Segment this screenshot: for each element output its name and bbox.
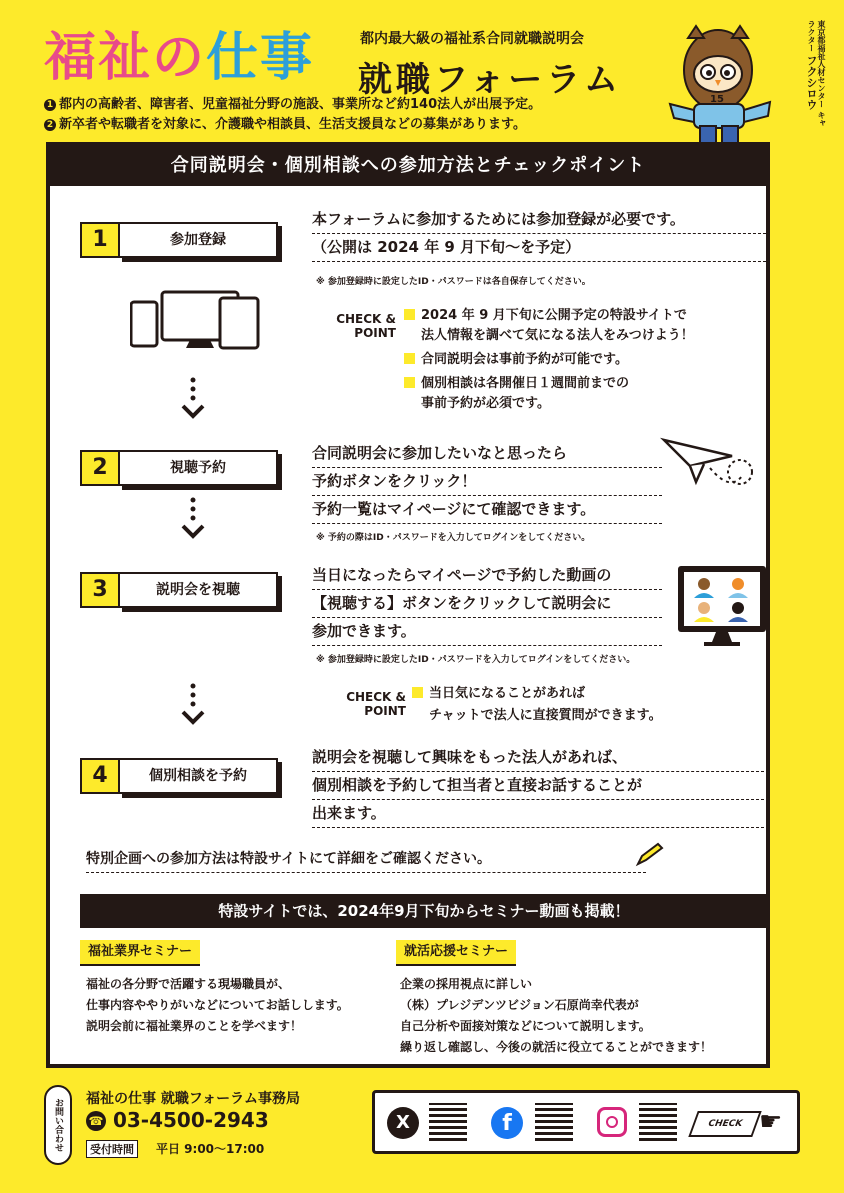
text-line: 参加できます。	[312, 618, 662, 646]
step-number: 2	[80, 450, 120, 486]
step-3-points	[412, 684, 662, 726]
instagram-icon[interactable]	[597, 1107, 627, 1137]
text-line: 当日になったらマイページで予約した動画の	[312, 562, 662, 590]
contact-tag: お問い合わせ	[44, 1085, 72, 1165]
text-line: 出来ます。	[312, 800, 764, 828]
mascot-caption	[786, 20, 826, 130]
text-line: 合同説明会に参加したいなと思ったら	[312, 440, 662, 468]
special-note	[86, 848, 646, 873]
step-2-text	[312, 440, 662, 524]
phone-number[interactable]: 03-4500-2943	[112, 1108, 269, 1132]
step-4-tab	[80, 758, 280, 794]
seminar-job-hunting	[396, 940, 766, 1058]
lead-num: 2	[44, 119, 56, 131]
subtitle-forum: 就職フォーラム	[358, 60, 622, 100]
subtitle-top: 都内最大級の福祉系合同就職説明会	[360, 31, 584, 47]
text-line: 予約ボタンをクリック！	[312, 468, 662, 496]
qr-code-instagram[interactable]	[639, 1103, 677, 1141]
step-4-text	[312, 744, 764, 828]
devices-icon	[130, 290, 262, 350]
point-item: 当日気になることがあれば	[412, 684, 662, 704]
text-line: （公開は 2024 年 9 月下旬〜を予定）	[312, 234, 766, 262]
seminar-body: 企業の採用視点に詳しい （株）プレジデンツビジョン石原尚幸代表が 自己分析や面接対策などについて説明します。 繰り返し確認し、今後の就活に役立てることができます！	[400, 977, 713, 1054]
step-number: 4	[80, 758, 120, 794]
step-2-note: ※ 予約の際はID・パスワードを入力してログインをしてください。	[316, 533, 591, 543]
down-arrow-icon	[178, 496, 208, 544]
text-line: 個別相談を予約して担当者と直接お話することが	[312, 772, 764, 800]
point-item: 事前予約が必須です。	[421, 396, 550, 411]
step-1-tab	[80, 222, 280, 258]
check-point-label-1	[330, 312, 396, 340]
point-item: 2024 年 9 月下旬に公開予定の特設サイトで	[404, 306, 694, 326]
text-line: 予約一覧はマイページにて確認できます。	[312, 496, 662, 524]
step-label: 参加登録	[118, 222, 278, 258]
special-note-text: 特別企画への参加方法は特設サイトにて詳細をご確認ください。	[86, 851, 492, 867]
lead-text: 新卒者や転職者を対象に、介護職や相談員、生活支援員などの募集があります。	[59, 117, 526, 132]
check-text: CHECK	[706, 1119, 744, 1129]
point-label: POINT	[354, 326, 396, 340]
panel-heading: 合同説明会・個別相談への参加方法とチェックポイント	[50, 146, 766, 186]
office-name: 福祉の仕事 就職フォーラム事務局	[86, 1091, 301, 1107]
mascot-name: フクシロウ	[805, 54, 818, 110]
title-part2: 仕事	[206, 28, 315, 88]
video-banner: 特設サイトでは、2024年9月下旬からセミナー動画も掲載！	[80, 894, 768, 928]
step-number: 1	[80, 222, 120, 258]
seminar-welfare	[80, 940, 400, 1037]
check-label: CHECK &	[346, 690, 406, 704]
text-line: 【視聴する】ボタンをクリックして説明会に	[312, 590, 662, 618]
mascot-org: 東京都福祉人材センター	[817, 20, 826, 108]
sns-box	[372, 1090, 800, 1154]
x-icon[interactable]: X	[387, 1107, 419, 1139]
qr-code-x[interactable]	[429, 1103, 467, 1141]
step-1-note: ※ 参加登録時に設定したID・パスワードは各自保存してください。	[316, 277, 591, 287]
seminar-title: 就活応援セミナー	[396, 940, 516, 966]
check-label: CHECK &	[336, 312, 396, 326]
down-arrow-icon	[178, 376, 208, 424]
paper-plane-icon	[660, 430, 760, 500]
step-1-points	[404, 306, 694, 414]
step-1-text	[312, 206, 766, 262]
lead-text: 都内の高齢者、障害者、児童福祉分野の施設、事業所など約140法人が出展予定。	[59, 97, 542, 112]
step-label: 視聴予約	[118, 450, 278, 486]
pencil-icon	[634, 842, 664, 868]
facebook-icon[interactable]: f	[491, 1107, 523, 1139]
lead-item-2	[44, 116, 526, 134]
phone-number-row[interactable]	[86, 1108, 269, 1132]
title-part1: 福祉の	[44, 28, 207, 88]
step-number: 3	[80, 572, 120, 608]
hours-text: 平日 9:00〜17:00	[156, 1142, 265, 1156]
step-3-tab	[80, 572, 280, 608]
seminar-title: 福祉業界セミナー	[80, 940, 200, 966]
check-point-label-3	[330, 690, 406, 718]
pointing-hand-icon: ☛	[759, 1107, 783, 1137]
text-line: 説明会を視聴して興味をもった法人があれば、	[312, 744, 764, 772]
lead-item-1	[44, 96, 541, 114]
phone-icon: ☎	[86, 1111, 106, 1131]
point-item: 個別相談は各開催日１週間前までの	[404, 374, 694, 394]
hours-label: 受付時間	[86, 1140, 138, 1158]
step-3-text	[312, 562, 662, 646]
qr-code-facebook[interactable]	[535, 1103, 573, 1141]
check-tag	[688, 1111, 761, 1137]
mascot-label: キャラクター	[807, 20, 826, 127]
step-2-tab	[80, 450, 280, 486]
point-item: チャットで法人に直接質問ができます。	[429, 708, 662, 723]
mascot-owl-icon	[666, 18, 776, 146]
down-arrow-icon	[178, 682, 208, 730]
text-line: 本フォーラムに参加するためには参加登録が必要です。	[312, 206, 766, 234]
mascot-badge: 15	[710, 94, 724, 105]
lead-num: 1	[44, 99, 56, 111]
point-item: 法人情報を調べて気になる法人をみつけよう！	[421, 328, 694, 343]
title-main	[44, 28, 314, 88]
point-item: 合同説明会は事前予約が可能です。	[404, 350, 694, 370]
seminar-body: 福祉の各分野で活躍する現場職員が、 仕事内容ややりがいなどについてお話しします。 説明会前に福祉業界のことを学べます！	[86, 977, 349, 1033]
step-label: 説明会を視聴	[118, 572, 278, 608]
step-3-note: ※ 参加登録時に設定したID・パスワードを入力してログインをしてください。	[316, 655, 636, 665]
point-label: POINT	[364, 704, 406, 718]
monitor-icon	[676, 564, 768, 650]
step-label: 個別相談を予約	[118, 758, 278, 794]
